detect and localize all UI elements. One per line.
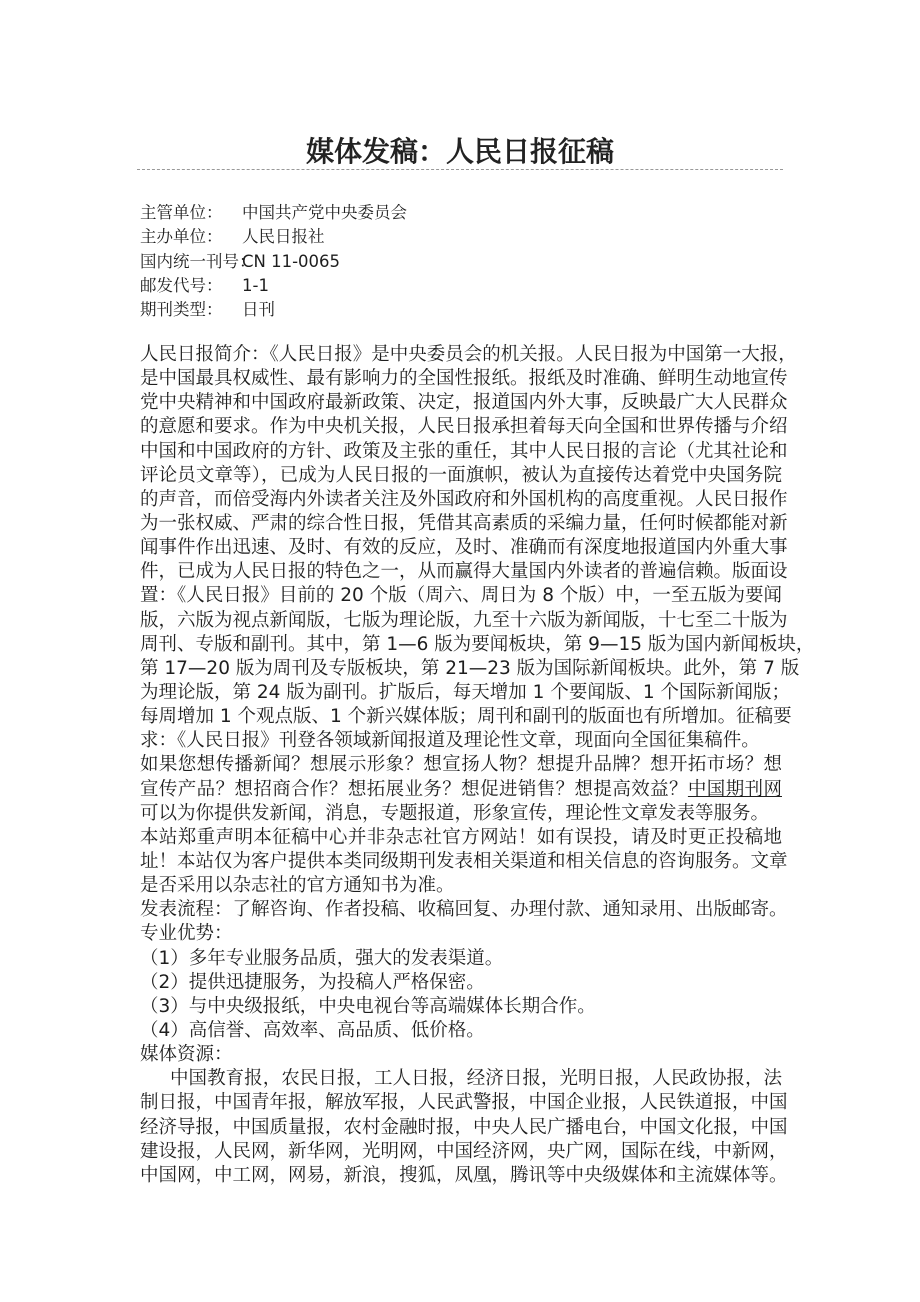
body-line: 闻事件作出迅速、及时、有效的反应，及时、准确而有深度地报道国内外重大事 — [140, 537, 788, 559]
body-line: 如果您想传播新闻？想展示形象？想宣扬人物？想提升品牌？想开拓市场？想 — [140, 754, 782, 776]
body-line: 制日报，中国青年报，解放军报，人民武警报，中国企业报，人民铁道报，中国 — [140, 1092, 788, 1114]
article-body — [140, 343, 815, 1188]
body-line: 发表流程：了解咨询、作者投稿、收稿回复、办理付款、通知录用、出版邮寄。 — [140, 899, 788, 921]
body-line: 中国网，中工网，网易，新浪，搜狐，凤凰，腾讯等中央级媒体和主流媒体等。 — [140, 1164, 788, 1186]
body-line: 是中国最具权威性、最有影响力的全国性报纸。报纸及时准确、鲜明生动地宣传 — [140, 368, 788, 390]
info-value: 1-1 — [242, 275, 269, 295]
journal-info — [140, 201, 407, 322]
body-line: （1）多年专业服务品质，强大的发表渠道。 — [140, 947, 504, 969]
body-line: 为理论版，第 24 版为副刊。扩版后，每天增加 1 个要闻版、1 个国际新闻版； — [140, 681, 790, 703]
body-line: 求：《人民日报》刊登各领域新闻报道及理论性文章，现面向全国征集稿件。 — [140, 730, 760, 752]
body-line: 版，六版为视点新闻版，七版为理论版，九至十六版为新闻版，十七至二十版为 — [140, 609, 788, 631]
body-line: 址！本站仅为客户提供本类同级期刊发表相关渠道和相关信息的咨询服务。文章 — [140, 850, 788, 872]
info-row-type — [140, 298, 407, 322]
body-line: 中国教育报，农民日报，工人日报，经济日报，光明日报，人民政协报，法 — [170, 1068, 782, 1090]
info-label: 国内统一刊号： — [140, 251, 256, 271]
info-label: 主办单位： — [140, 227, 223, 247]
page-title: 媒体发稿：人民日报征稿 — [305, 135, 614, 168]
info-value: 日刊 — [242, 300, 275, 320]
body-line: 建设报，人民网，新华网，光明网，中国经济网，央广网，国际在线，中新网， — [140, 1140, 788, 1162]
body-line: 周刊、专版和副刊。其中，第 1—6 版为要闻板块，第 9—15 版为国内新闻板块， — [140, 633, 815, 655]
body-line: 的声音，而倍受海内外读者关注及外国政府和外国机构的高度重视。人民日报作 — [140, 488, 788, 510]
info-row-sponsor — [140, 225, 407, 249]
body-line: 媒体资源： — [140, 1044, 233, 1066]
body-line: 本站郑重声明本征稿中心并非杂志社官方网站！如有误投，请及时更正投稿地 — [140, 826, 782, 848]
journal-site-link[interactable]: 中国期刊网 — [687, 778, 782, 800]
body-line: 人民日报简介：《人民日报》是中央委员会的机关报。人民日报为中国第一大报， — [140, 344, 797, 365]
info-label: 期刊类型： — [140, 300, 223, 320]
body-line: 置：《人民日报》目前的 20 个版（周六、周日为 8 个版）中，一至五版为要闻 — [140, 585, 782, 607]
info-row-postal-code — [140, 274, 407, 298]
body-line: 为一张权威、严肃的综合性日报，凭借其高素质的采编力量，任何时候都能对新 — [140, 512, 788, 534]
body-line: 的意愿和要求。作为中央机关报，人民日报承担着每天向全国和世界传播与介绍 — [140, 416, 788, 438]
body-line: 每周增加 1 个观点版、1 个新兴媒体版；周刊和副刊的版面也有所增加。征稿要 — [140, 706, 792, 728]
body-line-text: 宣传产品？想招商合作？想拓展业务？想促进销售？想提高效益？ — [140, 778, 688, 800]
info-value: 人民日报社 — [242, 227, 325, 247]
info-label: 主管单位： — [140, 203, 223, 222]
body-line: （2）提供迅捷服务，为投稿人严格保密。 — [140, 971, 485, 993]
body-line: 经济导报，中国质量报，农村金融时报，中央人民广播电台，中国文化报，中国 — [140, 1116, 788, 1138]
body-line: 专业优势： — [140, 923, 233, 945]
info-value: CN 11-0065 — [242, 251, 341, 271]
body-line: 评论员文章等），已成为人民日报的一面旗帜，被认为直接传达着党中央国务院 — [140, 464, 782, 486]
body-line: 件，已成为人民日报的特色之一，从而赢得大量国内外读者的普遍信赖。版面设 — [140, 561, 788, 583]
body-line: 中国和中国政府的方针、政策及主张的重任，其中人民日报的言论（尤其社论和 — [140, 440, 788, 462]
title-divider — [137, 169, 783, 170]
body-line — [140, 778, 782, 802]
info-value: 中国共产党中央委员会 — [242, 203, 407, 222]
body-line: （3）与中央级报纸，中央电视台等高端媒体长期合作。 — [140, 995, 596, 1017]
body-line: 可以为你提供发新闻，消息，专题报道，形象宣传，理论性文章发表等服务。 — [140, 802, 770, 824]
body-line: （4）高信誉、高效率、高品质、低价格。 — [140, 1019, 485, 1041]
body-line: 第 17—20 版为周刊及专版板块，第 21—23 版为国际新闻板块。此外，第 7 版 — [140, 657, 800, 679]
body-line: 党中央精神和中国政府最新政策、决定，报道国内外大事，反映最广大人民群众 — [140, 392, 788, 414]
body-line: 是否采用以杂志社的官方通知书为准。 — [140, 875, 455, 897]
info-label: 邮发代号： — [140, 275, 223, 295]
info-row-cn-number — [140, 250, 407, 274]
info-row-supervisor — [140, 201, 407, 225]
